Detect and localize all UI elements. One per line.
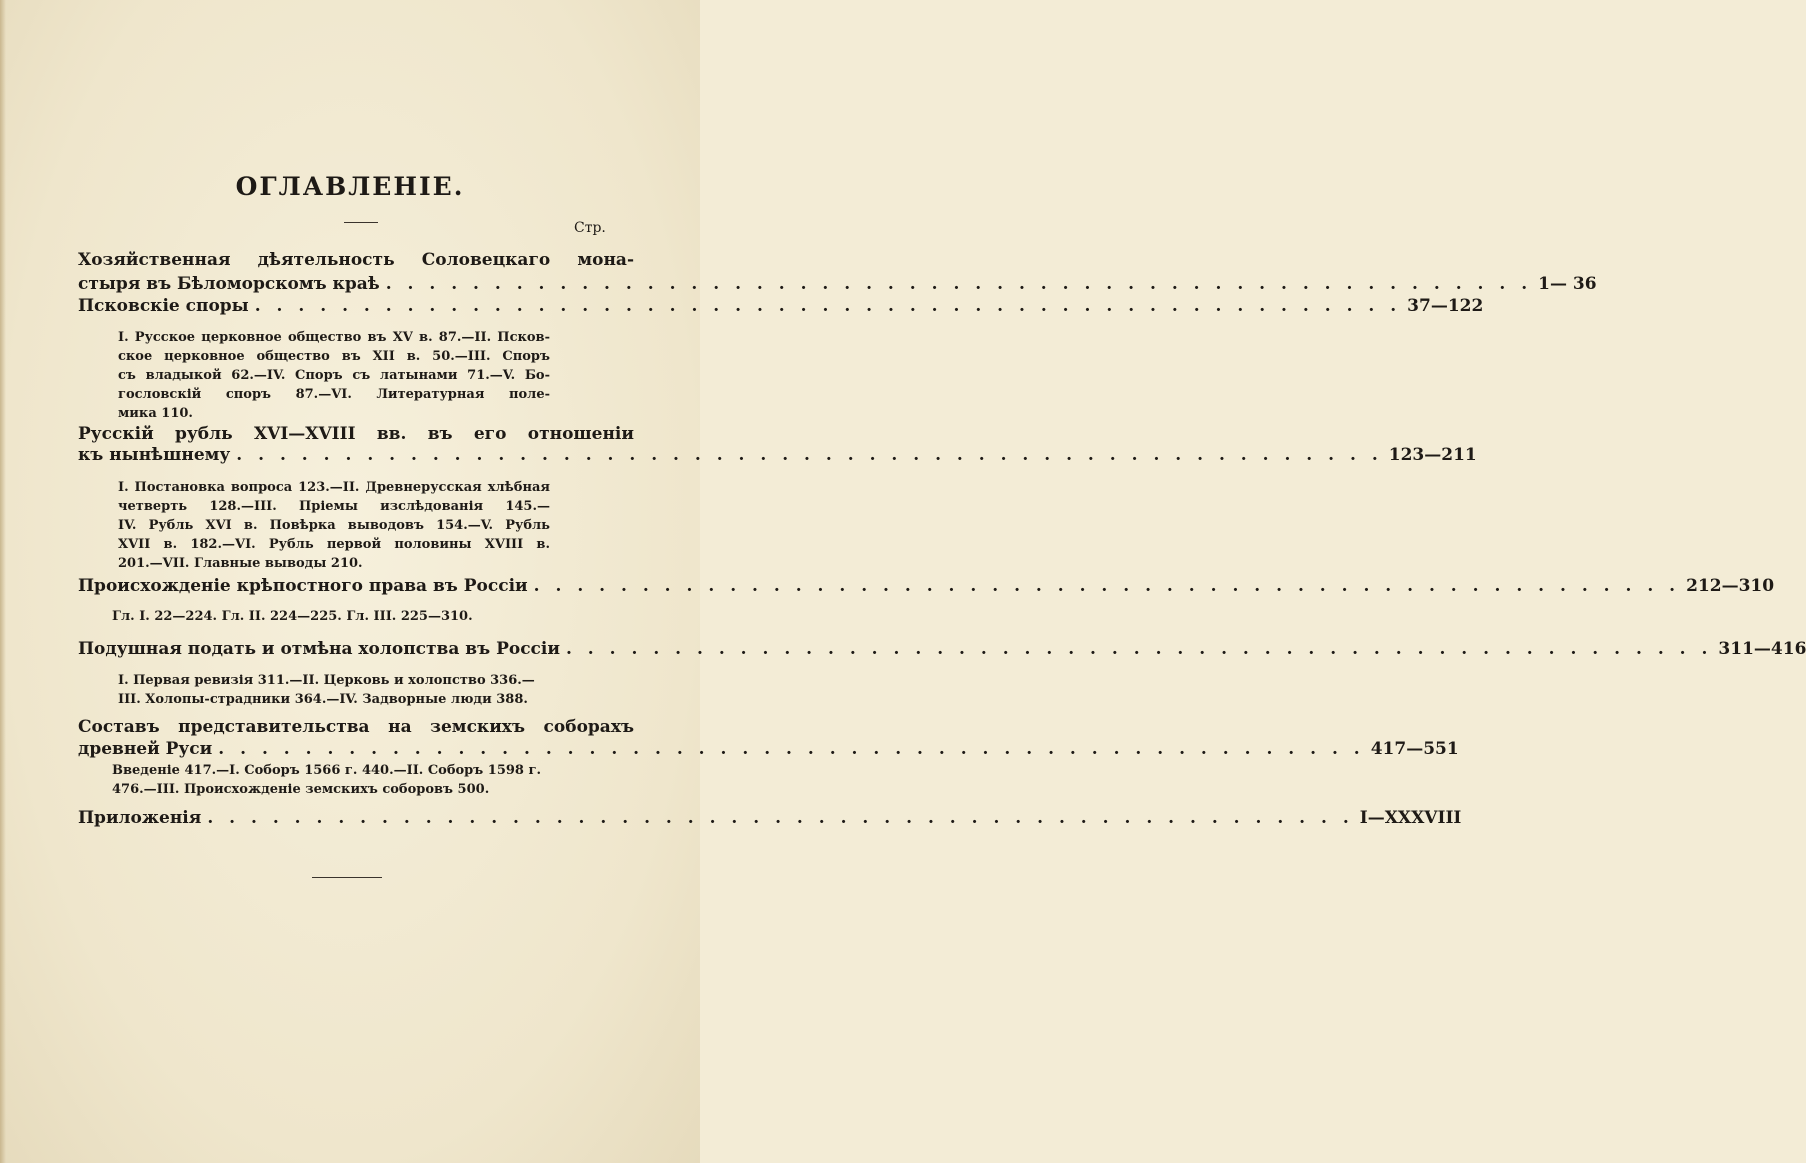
toc-subentry-line: 201.—VII. Главные выводы 210. — [118, 556, 363, 571]
toc-entry-title-line: Хозяйственная дѣятельность Соловецкаго мона- — [78, 250, 634, 270]
leader-dots: . . . . . . . . . . . . . . . . . . . . . . . . . . . . . . . . . . . . . . . . . . . . . . . . . . . . . — [218, 739, 1365, 759]
page-column-label: Стр. — [574, 220, 606, 236]
toc-subentry-line: 476.—III. Происхожденіе земскихъ соборовъ 500. — [112, 782, 490, 797]
toc-entry-pages: 37—122 — [1407, 296, 1484, 316]
toc-subentry-line: I. Русское церковное общество въ XV в. 87.—II. Псков- — [118, 330, 550, 345]
toc-entry-leader-line — [78, 739, 1459, 759]
leader-dots: . . . . . . . . . . . . . . . . . . . . . . . . . . . . . . . . . . . . . . . . . . . . . . . . . . . . . — [565, 639, 1713, 659]
toc-entry-pages: 212—310 — [1686, 576, 1775, 596]
toc-entry-leader-line — [78, 639, 1806, 659]
leader-dots: . . . . . . . . . . . . . . . . . . . . . . . . . . . . . . . . . . . . . . . . . . . . . . . . . . . . . — [254, 296, 1402, 316]
leader-dots: . . . . . . . . . . . . . . . . . . . . . . . . . . . . . . . . . . . . . . . . . . . . . . . . . . . . . — [207, 808, 1354, 828]
toc-entry-leader-line — [78, 274, 1597, 294]
toc-entry-pages: 417—551 — [1370, 739, 1459, 759]
toc-entry-leader-line — [78, 296, 1484, 316]
toc-subentry-line: ское церковное общество въ XII в. 50.—III. Споръ — [118, 349, 550, 364]
title-divider — [344, 222, 378, 223]
end-divider — [312, 877, 382, 878]
toc-entry-title-line: Русскій рубль XVI—XVIII вв. въ его отношеніи — [78, 424, 634, 444]
toc-subentry-line: IV. Рубль XVI в. Повѣрка выводовъ 154.—V. Рубль — [118, 518, 550, 533]
toc-subentry-line: I. Первая ревизія 311.—II. Церковь и холопство 336.— — [118, 673, 535, 688]
toc-entry-title: Псковскіе споры — [78, 296, 249, 316]
toc-entry-title: къ нынѣшнему — [78, 445, 231, 465]
toc-subentry-line: III. Холопы-страдники 364.—IV. Задворные люди 388. — [118, 692, 528, 707]
leader-dots: . . . . . . . . . . . . . . . . . . . . . . . . . . . . . . . . . . . . . . . . . . . . . . . . . . . . . — [236, 445, 1383, 465]
toc-entry-title-line: Составъ представительства на земскихъ соборахъ — [78, 717, 634, 737]
leader-dots: . . . . . . . . . . . . . . . . . . . . . . . . . . . . . . . . . . . . . . . . . . . . . . . . . . . . . — [533, 576, 1681, 596]
toc-entry-pages: 311—416 — [1718, 639, 1806, 659]
toc-entry-leader-line — [78, 445, 1477, 465]
toc-entry-pages: I—XXXVIII — [1359, 808, 1462, 828]
toc-entry-title: Подушная подать и отмѣна холопства въ Россіи — [78, 639, 560, 659]
page-title: ОГЛАВЛЕНІЕ. — [235, 172, 465, 201]
toc-subentry-line: гословскій споръ 87.—VI. Литературная поле- — [118, 387, 550, 402]
toc-entry-title: Приложенія — [78, 808, 202, 828]
toc-subentry-line: съ владыкой 62.—IV. Споръ съ латынами 71.—V. Бо- — [118, 368, 550, 383]
toc-subentry-line: четверть 128.—III. Пріемы изслѣдованія 145.— — [118, 499, 550, 514]
toc-entry-pages: 1— 36 — [1538, 274, 1597, 294]
toc-entry-title: стыря въ Бѣломорскомъ краѣ — [78, 274, 380, 294]
toc-subentry-line: Гл. I. 22—224. Гл. II. 224—225. Гл. III. 225—310. — [112, 609, 473, 624]
toc-entry-pages: 123—211 — [1388, 445, 1477, 465]
toc-subentry-line: Введеніе 417.—I. Соборъ 1566 г. 440.—II. Соборъ 1598 г. — [112, 763, 541, 778]
leader-dots: . . . . . . . . . . . . . . . . . . . . . . . . . . . . . . . . . . . . . . . . . . . . . . . . . . . . . — [385, 274, 1533, 294]
toc-entry-title: древней Руси — [78, 739, 213, 759]
toc-subentry-line: мика 110. — [118, 406, 193, 421]
toc-entry-leader-line — [78, 808, 1462, 828]
toc-entry-title: Происхожденіе крѣпостного права въ Россіи — [78, 576, 528, 596]
toc-subentry-line: I. Постановка вопроса 123.—II. Древнерусская хлѣбная — [118, 480, 550, 495]
toc-subentry-line: XVII в. 182.—VI. Рубль первой половины XVIII в. — [118, 537, 550, 552]
toc-entry-leader-line — [78, 576, 1775, 596]
